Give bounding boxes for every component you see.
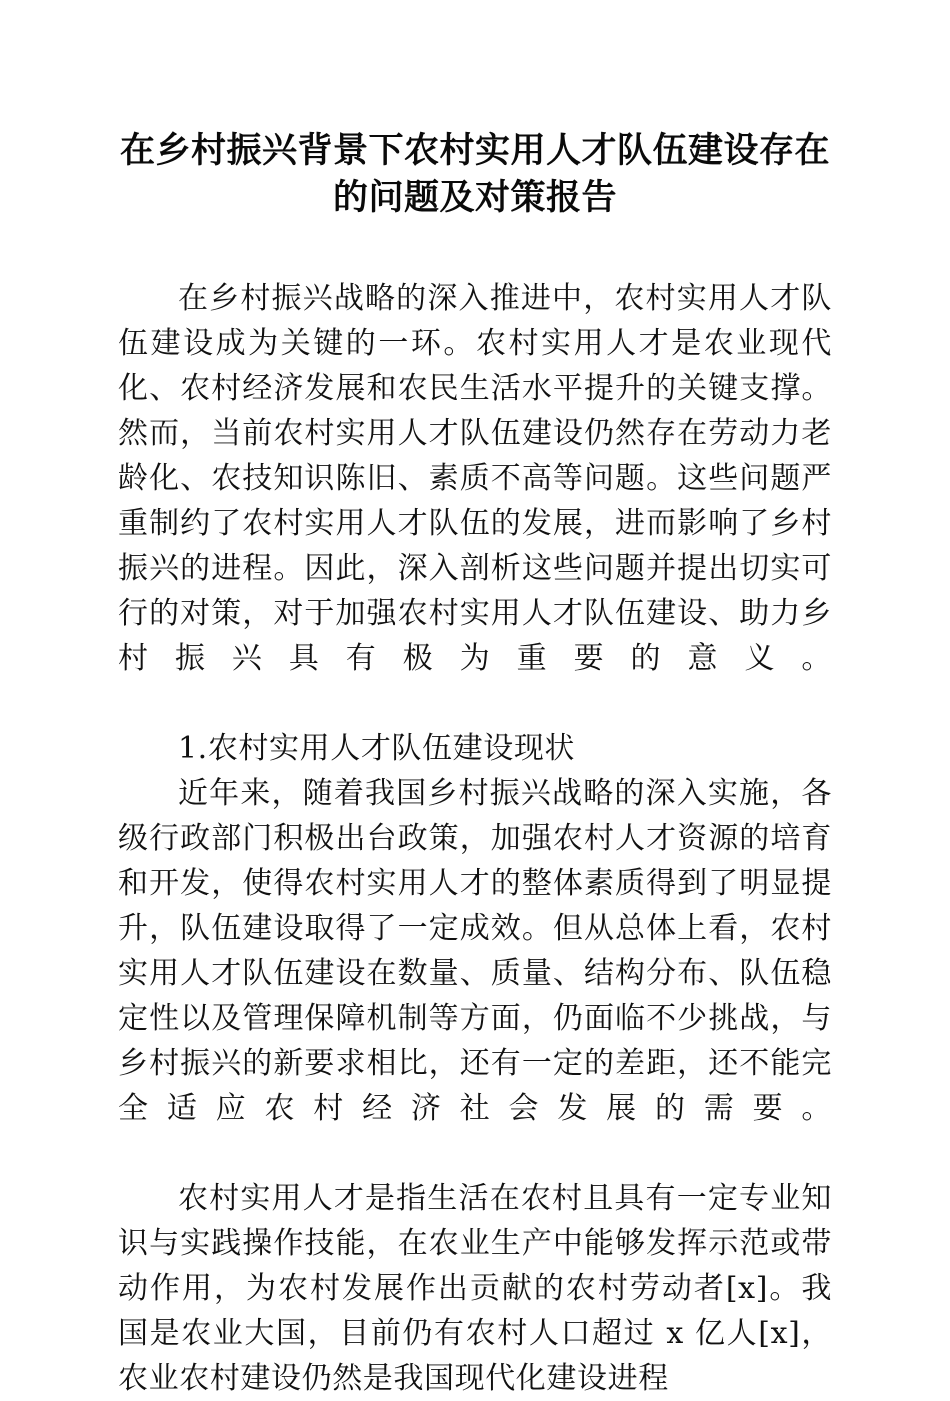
- page-title: [118, 128, 832, 222]
- title-line-2: 的问题及对策报告: [332, 178, 617, 218]
- title-line-1: 在乡村振兴背景下农村实用人才队伍建设存在: [119, 131, 830, 171]
- paragraph-status-1: 近年来，随着我国乡村振兴战略的深入实施，各级行政部门积极出台政策，加强农村人才资源的培育和开发，使得农村实用人才的整体素质得到了明显提升，队伍建设取得了一定成效。但从总体上看，农村实用人才队伍建设在数量、质量、结构分布、队伍稳定性以及管理保障机制等方面，仍面临不少挑战，与乡村振兴的新要求相比，还有一定的差距，还不能完全适应农村经济社会发展的需要。: [118, 776, 832, 1126]
- paragraph-intro: 在乡村振兴战略的深入推进中，农村实用人才队伍建设成为关键的一环。农村实用人才是农业现代化、农村经济发展和农民生活水平提升的关键支撑。然而，当前农村实用人才队伍建设仍然存在劳动力老龄化、农技知识陈旧、素质不高等问题。这些问题严重制约了农村实用人才队伍的发展，进而影响了乡村振兴的进程。因此，深入剖析这些问题并提出切实可行的对策，对于加强农村实用人才队伍建设、助力乡村振兴具有极为重要的意义。: [118, 281, 832, 676]
- paragraph-status-2: 农村实用人才是指生活在农村且具有一定专业知识与实践操作技能，在农业生产中能够发挥示范或带动作用，为农村发展作出贡献的农村劳动者[x]。我国是农业大国，目前仍有农村人口超过 x 亿人[x]，农业农村建设仍然是我国现代化建设进程: [118, 1181, 832, 1396]
- title-body-spacer: [118, 222, 832, 276]
- document-text-column: [118, 128, 832, 1401]
- section-heading-1: 1.农村实用人才队伍建设现状: [178, 731, 576, 766]
